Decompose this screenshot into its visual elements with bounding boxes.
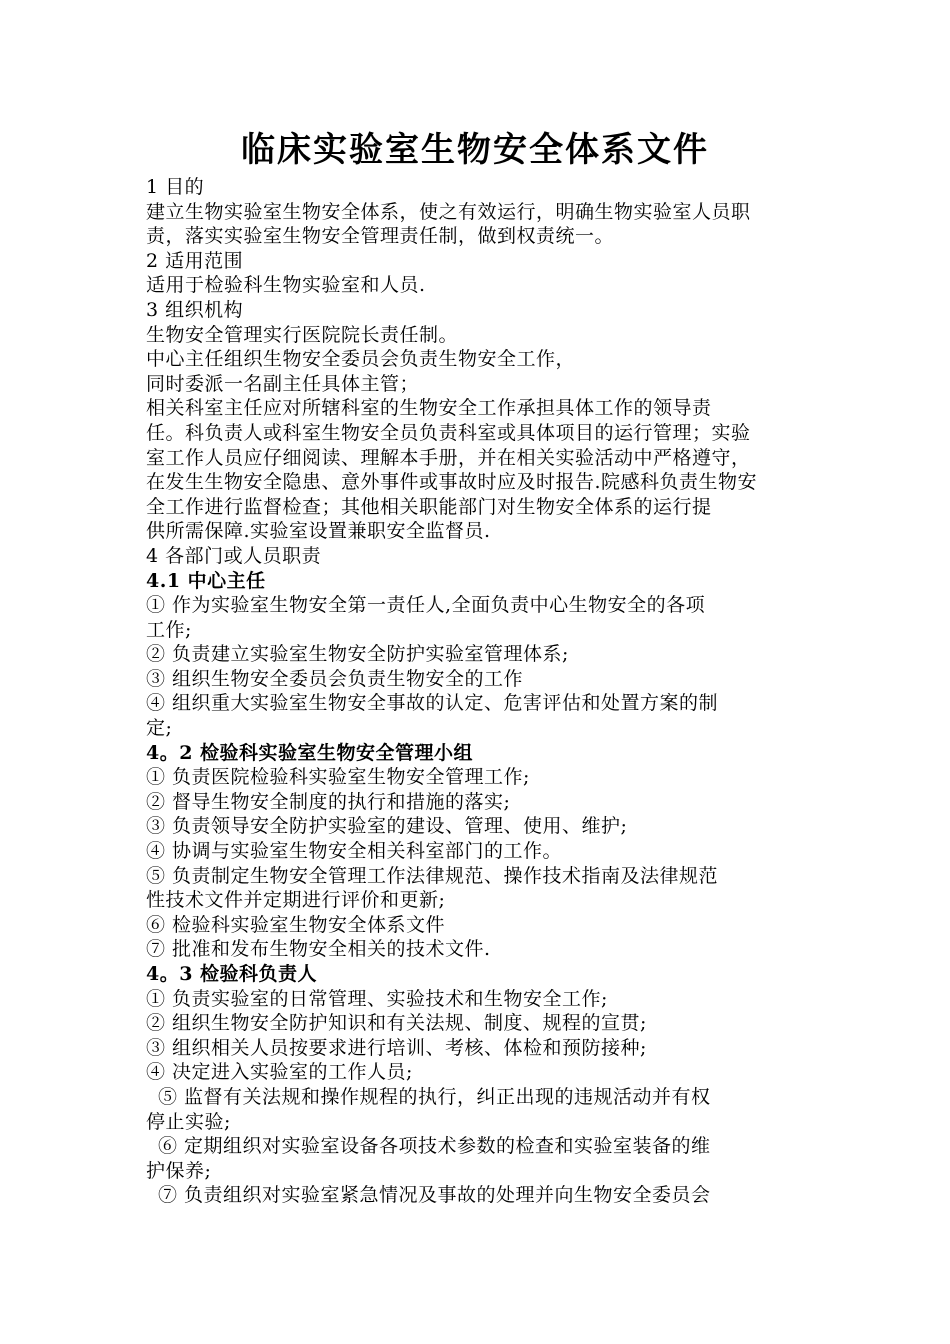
- text-line: 4 各部门或人员职责: [146, 544, 322, 567]
- text-line: 全工作进行监督检查；其他相关职能部门对生物安全体系的运行提: [146, 495, 712, 518]
- text-line: 定;: [146, 717, 173, 740]
- text-line: 相关科室主任应对所辖科室的生物安全工作承担具体工作的领导责: [146, 397, 712, 420]
- text-line: 供所需保障.实验室设置兼职安全监督员.: [146, 520, 491, 543]
- text-line: ① 负责医院检验科实验室生物安全管理工作;: [146, 766, 530, 789]
- section-heading: 4。3 检验科负责人: [146, 963, 318, 985]
- text-line: 护保养;: [146, 1159, 212, 1182]
- text-line: 中心主任组织生物安全委员会负责生物安全工作，: [146, 348, 576, 371]
- text-line: 室工作人员应仔细阅读、理解本手册，并在相关实验活动中严格遵守，: [146, 446, 751, 469]
- text-line: ④ 组织重大实验室生物安全事故的认定、危害评估和处置方案的制: [146, 692, 719, 715]
- document-body: [146, 175, 814, 1208]
- text-line: ③ 负责领导安全防护实验室的建设、管理、使用、维护;: [146, 815, 628, 838]
- text-line: 同时委派一名副主任具体主管；: [146, 372, 420, 395]
- text-line: 责，落实实验室生物安全管理责任制，做到权责统一。: [146, 225, 615, 248]
- text-line: ⑤ 负责制定生物安全管理工作法律规范、操作技术指南及法律规范: [146, 864, 719, 887]
- text-line: ② 组织生物安全防护知识和有关法规、制度、规程的宣贯;: [146, 1012, 647, 1035]
- text-line: 1 目的: [146, 176, 205, 198]
- text-line: ⑥ 定期组织对实验室设备各项技术参数的检查和实验室装备的维: [158, 1135, 711, 1158]
- document-title: 临床实验室生物安全体系文件: [241, 130, 709, 170]
- text-line: 建立生物实验室生物安全体系，使之有效运行，明确生物实验室人员职: [146, 200, 751, 223]
- text-line: 在发生生物安全隐患、意外事件或事故时应及时报告.院感科负责生物安: [146, 471, 758, 494]
- section-heading: 4。2 检验科实验室生物安全管理小组: [146, 741, 474, 764]
- text-line: 2 适用范围: [146, 249, 244, 272]
- text-line: ⑦ 批准和发布生物安全相关的技术文件.: [146, 938, 491, 961]
- text-line: ① 负责实验室的日常管理、实验技术和生物安全工作;: [146, 987, 608, 1010]
- text-line: ② 督导生物安全制度的执行和措施的落实;: [146, 790, 511, 813]
- text-line: ② 负责建立实验室生物安全防护实验室管理体系;: [146, 643, 569, 666]
- text-line: 生物安全管理实行医院院长责任制。: [146, 323, 459, 346]
- text-line: ③ 组织生物安全委员会负责生物安全的工作: [146, 667, 524, 690]
- text-line: ① 作为实验室生物安全第一责任人,全面负责中心生物安全的各项: [146, 594, 706, 617]
- text-line: 适用于检验科生物实验室和人员.: [146, 274, 426, 297]
- text-line: ⑤ 监督有关法规和操作规程的执行，纠正出现的违规活动并有权: [158, 1085, 711, 1108]
- text-line: 停止实验;: [146, 1110, 231, 1133]
- text-line: 工作;: [146, 618, 192, 641]
- text-line: 性技术文件并定期进行评价和更新;: [146, 889, 446, 912]
- text-line: ④ 决定进入实验室的工作人员;: [146, 1061, 413, 1084]
- text-line: ⑦ 负责组织对实验室紧急情况及事故的处理并向生物安全委员会: [158, 1184, 711, 1207]
- text-line: ③ 组织相关人员按要求进行培训、考核、体检和预防接种;: [146, 1036, 647, 1059]
- text-line: ⑥ 检验科实验室生物安全体系文件: [146, 913, 446, 936]
- section-heading: 4.1 中心主任: [146, 569, 266, 592]
- text-line: 3 组织机构: [146, 298, 244, 321]
- text-line: ④ 协调与实验室生物安全相关科室部门的工作。: [146, 840, 563, 863]
- text-line: 任。科负责人或科室生物安全员负责科室或具体项目的运行管理；实验: [146, 421, 751, 444]
